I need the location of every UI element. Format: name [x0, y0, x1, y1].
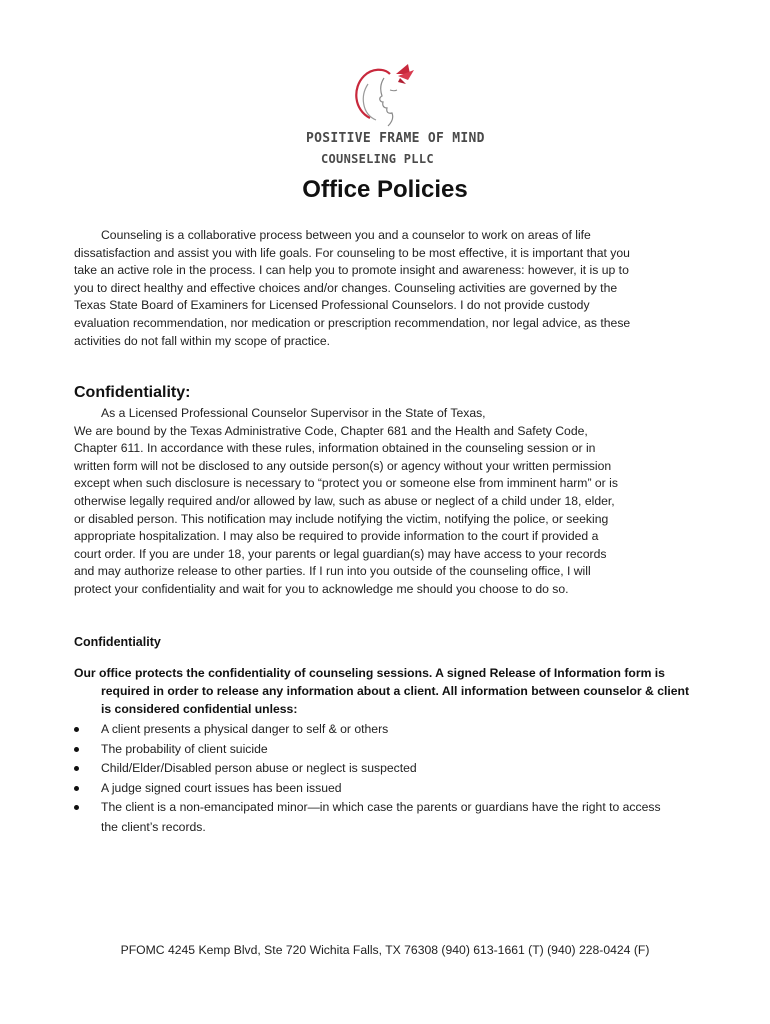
bullet-icon — [74, 786, 79, 791]
bullet-icon — [74, 805, 79, 810]
confidentiality-heading: Confidentiality: — [74, 384, 191, 401]
confidentiality-statement: Our office protects the confidentiality of counseling sessions. A signed Release of Information form is required in order to release any information about a client. All information between counselor & client is considered confidential unless: — [74, 666, 690, 716]
bullet-icon — [74, 766, 79, 771]
brand-name — [306, 131, 485, 166]
list-item-text: The client is a non-emancipated minor—in which case the parents or guardians have the right to access the client’s records. — [101, 800, 661, 834]
page-title: Office Policies — [302, 176, 468, 203]
intro-paragraph — [74, 227, 634, 350]
intro-text: Counseling is a collaborative process between you and a counselor to work on areas of life dissatisfaction and assist you with life goals. For counseling to be most effective, it is important that you take an active role in the process. I can help you to promote insight and awareness: however, it is up to you to direct healthy and effective choices and/or changes. Counseling activities are governed by the Texas State Board of Examiners for Licensed Professional Counselors. I do not provide custody evaluation recommendation, nor medication or prescription recommendation, nor legal advice, as these activities do not fall within my scope of practice. — [74, 228, 631, 348]
confidentiality-first-line: As a Licensed Professional Counselor Supervisor in the State of Texas, — [101, 406, 486, 420]
confidentiality-subheading: Confidentiality — [74, 635, 161, 649]
bullet-icon — [74, 747, 79, 752]
brand-line-2: COUNSELING PLLC — [321, 152, 434, 166]
list-item-text: The probability of client suicide — [101, 741, 268, 756]
confidentiality-body: We are bound by the Texas Administrative Code, Chapter 681 and the Health and Safety Code, Chapter 611. In accordance with these rules, information obtained in the counseling session or in written form will not be disclosed to any outside person(s) or agency without your written permission except when such disclosure is necessary to “protect you or someone else from imminent harm” or is otherwise legally required and/or allowed by law, such as abuse or neglect of a child under 18, elder, or disabled person. This notification may include notifying the victim, notifying the police, or seeking appropriate hospitalization. I may also be required to provide information to the court if provided a court order. If you are under 18, your parents or legal guardian(s) may have access to your records and may authorize release to other parties. If I run into you outside of the counseling office, I will protect your confidentiality and wait for you to acknowledge me should you choose to do so. — [74, 423, 618, 596]
list-item — [74, 798, 674, 837]
list-item — [74, 779, 674, 799]
list-item-text: Child/Elder/Disabled person abuse or neglect is suspected — [101, 761, 417, 775]
exceptions-list — [74, 720, 674, 837]
list-item-text: A client presents a physical danger to self & or others — [101, 722, 389, 736]
page-footer: PFOMC 4245 Kemp Blvd, Ste 720 Wichita Falls, TX 76308 (940) 613-1661 (T) (940) 228-0424 (F) — [120, 943, 650, 957]
bullet-icon — [74, 727, 79, 732]
list-item — [74, 759, 674, 779]
brand-line-1: POSITIVE FRAME OF MIND — [306, 131, 485, 146]
list-item — [74, 720, 674, 740]
list-item — [74, 740, 674, 760]
list-item-text: A judge signed court issues has been issued — [101, 780, 342, 795]
confidentiality-paragraph — [74, 405, 619, 599]
woman-profile-butterfly-logo-icon — [340, 60, 430, 130]
